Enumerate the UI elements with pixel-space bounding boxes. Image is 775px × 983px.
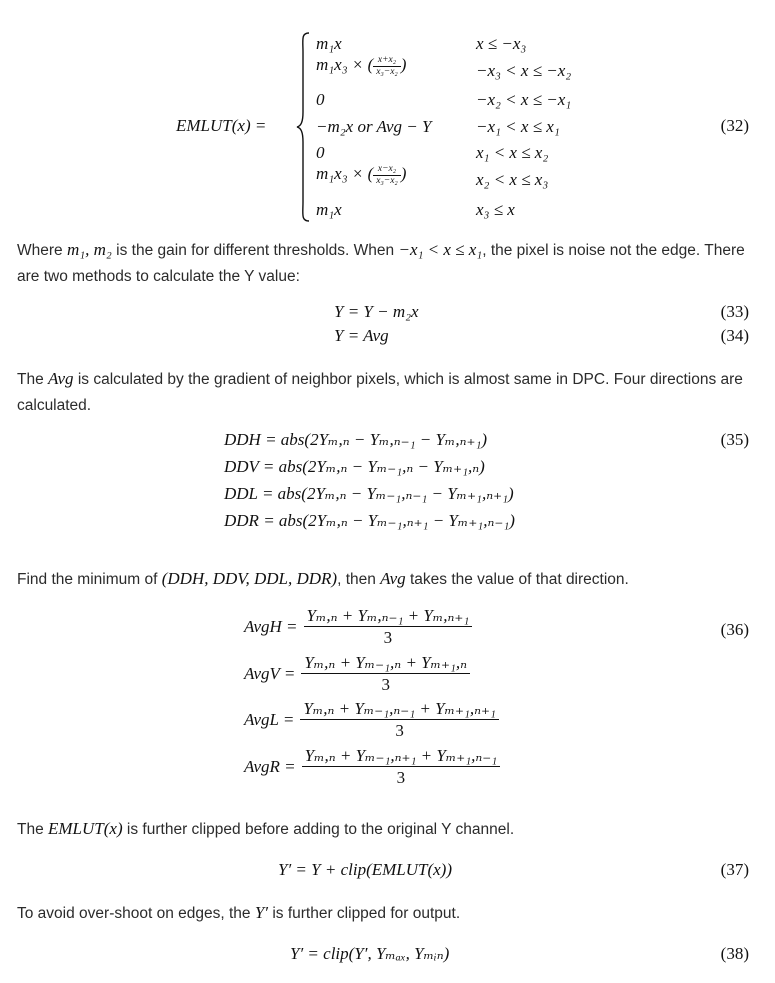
para3-math-b: Avg xyxy=(380,569,406,588)
eq37-expr: Y′ = Y + clip(EMLUT(x)) xyxy=(278,860,452,879)
fraction-denominator: 3 xyxy=(383,628,393,647)
para4-text-b: is further clipped before adding to the original Y channel. xyxy=(122,821,515,838)
eq32-case-condition: x₃ ≤ x xyxy=(476,200,515,219)
eq32-case-condition: −x₁ < x ≤ x₁ xyxy=(476,117,560,136)
eq38-number: (38) xyxy=(720,944,749,963)
fraction-denominator: x₃−x₂ xyxy=(376,67,398,78)
para2-text-b: is calculated by the gradient of neighbor pixels, which is almost same in DPC. Four directions are calculated. xyxy=(17,371,743,414)
paragraph-4 xyxy=(17,816,762,843)
eq32-case-expr: −m₂x or Avg − Y xyxy=(316,117,432,136)
para1-text-c: , the pixel is noise not the edge. There are two methods to calculate the Y value: xyxy=(17,242,745,285)
para3-text-b: , then xyxy=(337,571,381,588)
para5-text-a: To avoid over-shoot on edges, the xyxy=(17,905,255,922)
eq32-case-fraction xyxy=(373,55,400,77)
para1-math-b: −x₁ < x ≤ x₁ xyxy=(398,240,483,259)
eq36-row xyxy=(244,605,472,648)
eq36-number: (36) xyxy=(720,620,749,639)
eq35-number: (35) xyxy=(720,430,749,449)
eq33-expr: Y = Y − m₂x xyxy=(334,302,419,321)
fraction-denominator: 3 xyxy=(396,768,406,787)
eq32-case-prefix: m₁x₃ × ( xyxy=(316,55,374,74)
eq36-lhs: AvgH = xyxy=(244,616,298,636)
eq32-case-expr: 0 xyxy=(316,143,325,162)
fraction-numerator: x−x₂ xyxy=(373,164,400,176)
para2-math-a: Avg xyxy=(48,369,74,388)
eq32-case-expr: m₁x xyxy=(316,200,342,219)
eq32-case-condition: x₁ < x ≤ x₂ xyxy=(476,143,549,162)
fraction-numerator: Yₘ,ₙ + Yₘ₋₁,ₙ₊₁ + Yₘ₊₁,ₙ₋₁ xyxy=(302,745,501,767)
eq32-case-expr xyxy=(316,55,406,77)
eq32-case-suffix: ) xyxy=(400,164,407,183)
eq32-number: (32) xyxy=(720,116,749,135)
para5-text-b: is further clipped for output. xyxy=(268,905,461,922)
eq36-lhs: AvgR = xyxy=(244,756,296,776)
eq35-line-ddh: DDH = abs(2Yₘ,ₙ − Yₘ,ₙ₋₁ − Yₘ,ₙ₊₁) xyxy=(224,430,488,449)
fraction-denominator: 3 xyxy=(381,675,390,694)
paragraph-5 xyxy=(17,900,762,927)
eq36-fraction xyxy=(304,605,473,648)
eq32-case-expr: 0 xyxy=(316,90,325,109)
eq38-expr: Y′ = clip(Y′, Yₘₐₓ, Yₘᵢₙ) xyxy=(290,944,450,963)
para2-text-a: The xyxy=(17,371,49,388)
eq36-fraction xyxy=(300,698,499,741)
eq32-case-suffix: ) xyxy=(400,55,407,74)
eq36-lhs: AvgV = xyxy=(244,663,296,683)
fraction-numerator: Yₘ,ₙ + Yₘ₋₁,ₙ₋₁ + Yₘ₊₁,ₙ₊₁ xyxy=(300,698,499,720)
eq32-case-condition: x ≤ −x₃ xyxy=(476,34,527,53)
eq32-case-condition: x₂ < x ≤ x₃ xyxy=(476,170,549,189)
paragraph-3 xyxy=(17,566,762,593)
eq35-line-ddv: DDV = abs(2Yₘ,ₙ − Yₘ₋₁,ₙ − Yₘ₊₁,ₙ) xyxy=(224,457,485,476)
eq32-brace xyxy=(296,32,310,222)
para1-text-a: Where xyxy=(17,242,67,259)
eq32-case-prefix: m₁x₃ × ( xyxy=(316,164,374,183)
eq36-row xyxy=(244,745,500,788)
fraction-numerator: Yₘ,ₙ + Yₘ₋₁,ₙ + Yₘ₊₁,ₙ xyxy=(301,652,470,674)
eq37-number: (37) xyxy=(720,860,749,879)
fraction-denominator: x₃−x₂ xyxy=(376,176,398,187)
para1-math-a: m₁, m₂ xyxy=(66,240,112,259)
para1-text-b: is the gain for different thresholds. When xyxy=(111,242,399,259)
para4-math-a: EMLUT(x) xyxy=(48,819,123,838)
eq36-fraction xyxy=(301,652,470,695)
paragraph-1 xyxy=(17,237,762,290)
para3-text-c: takes the value of that direction. xyxy=(405,571,629,588)
eq32-lhs xyxy=(176,116,266,136)
eq34-expr: Y = Avg xyxy=(334,326,389,345)
fraction-numerator: Yₘ,ₙ + Yₘ,ₙ₋₁ + Yₘ,ₙ₊₁ xyxy=(304,605,473,627)
eq36-fraction xyxy=(302,745,501,788)
eq36-row xyxy=(244,652,470,695)
para4-text-a: The xyxy=(17,821,49,838)
eq36-row xyxy=(244,698,499,741)
eq36-lhs: AvgL = xyxy=(244,709,295,729)
eq34-number: (34) xyxy=(720,326,749,345)
paragraph-2 xyxy=(17,366,762,419)
eq35-line-ddr: DDR = abs(2Yₘ,ₙ − Yₘ₋₁,ₙ₊₁ − Yₘ₊₁,ₙ₋₁) xyxy=(224,511,515,530)
eq35-line-ddl: DDL = abs(2Yₘ,ₙ − Yₘ₋₁,ₙ₋₁ − Yₘ₊₁,ₙ₊₁) xyxy=(224,484,514,503)
fraction-denominator: 3 xyxy=(395,721,404,740)
eq32-case-condition: −x₂ < x ≤ −x₁ xyxy=(476,90,572,109)
fraction-numerator: x+x₂ xyxy=(373,55,400,67)
para3-text-a: Find the minimum of xyxy=(17,571,162,588)
para5-math-a: Y′ xyxy=(254,903,269,922)
eq32-case-expr: m₁x xyxy=(316,34,342,53)
eq32-case-fraction xyxy=(373,164,400,186)
para3-math-a: (DDH, DDV, DDL, DDR) xyxy=(161,569,338,588)
eq32-lhs-text: EMLUT(x) = xyxy=(176,116,267,135)
eq32-case-expr xyxy=(316,164,406,186)
eq32-case-condition: −x₃ < x ≤ −x₂ xyxy=(476,61,572,80)
eq33-number: (33) xyxy=(720,302,749,321)
